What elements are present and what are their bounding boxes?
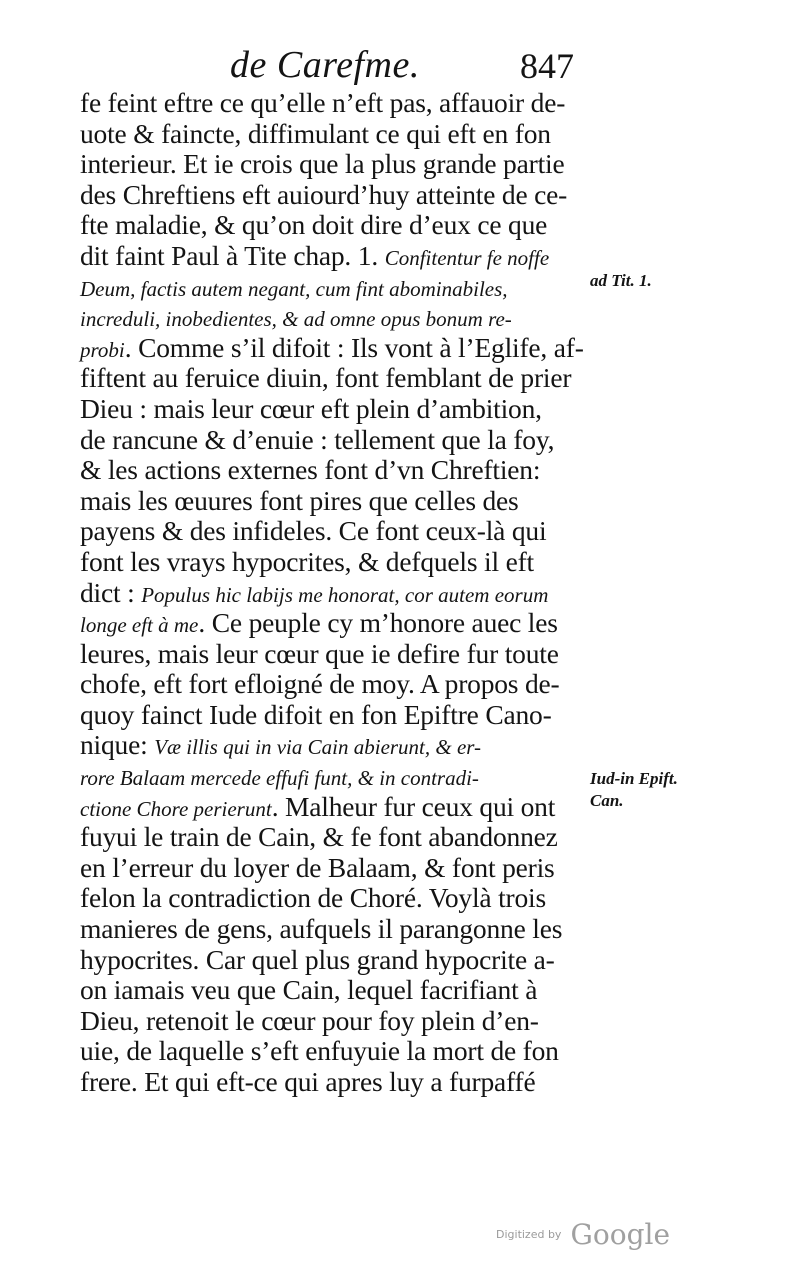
french-text: fiftent au feruice diuin, font femblant de prier [80,362,572,394]
french-text: fuyui le train de Cain, & fe font abandonnez [80,821,558,853]
text-line [80,302,580,333]
latin-quotation: increduli, inobedientes, & ad omne opus bonum re- [80,307,512,332]
french-text: quoy fainct Iude difoit en fon Epiftre Cano- [80,698,552,730]
text-line [80,883,580,914]
french-text: dit faint Paul à Tite chap. 1. [80,239,385,271]
text-line [80,210,580,241]
text-line [80,639,580,670]
latin-quotation: Deum, factis autem negant, cum fint abominabiles, [80,276,508,301]
french-text: interieur. Et ie crois que la plus grande partie [80,148,565,180]
digitized-by-watermark [496,1218,670,1251]
latin-quotation: ctione Chore perierunt [80,796,272,821]
text-line [80,119,580,150]
french-text: nique: [80,729,155,761]
latin-quotation: longe eft à me [80,613,199,638]
french-text: uote & faincte, diffimulant ce qui eft en fon [80,117,551,149]
text-line [80,272,580,303]
running-title: de Carefme. [230,44,420,86]
french-text: on iamais veu que Cain, lequel facrifiant à [80,974,538,1006]
french-text: Dieu, retenoit le cœur pour foy plein d’en- [80,1004,539,1036]
body-text [80,87,584,1098]
french-text: chofe, eft fort efloigné de moy. A propos de- [80,668,560,700]
digitized-by-label: Digitized by [496,1228,562,1241]
text-line [80,363,580,394]
french-text: uie, de laquelle s’eft enfuyuie la mort de fon [80,1035,559,1067]
french-text: des Chreftiens eft auiourd’huy atteinte de ce- [80,178,568,210]
french-text: font les vrays hypocrites, & defquels il eft [80,545,535,577]
text-line [80,394,580,425]
margin-note-iud-line1: Iud-in Epift. [590,769,678,788]
text-line [80,792,580,823]
french-text: en l’erreur du loyer de Balaam, & font peris [80,851,555,883]
text-line [80,241,580,272]
french-text: leures, mais leur cœur que ie defire fur toute [80,637,559,669]
text-line [80,700,580,731]
text-line [80,975,580,1006]
french-text: hypocrites. Car quel plus grand hypocrite a- [80,943,555,975]
latin-quotation: Væ illis qui in via Cain abierunt, & er- [154,735,482,760]
french-text: . Comme s’il difoit : Ils vont à l’Eglife, af- [124,331,584,363]
margin-note-tit: ad Tit. 1. [590,271,652,290]
text-line [80,149,580,180]
margin-note-iud [590,768,678,812]
french-text: Dieu : mais leur cœur eft plein d’ambition, [80,392,542,424]
latin-quotation: probi [80,337,125,362]
text-line [80,455,580,486]
french-text: manieres de gens, aufquels il parangonne les [80,913,563,945]
text-line [80,1036,580,1067]
latin-quotation: rore Balaam mercede effufi funt, & in contradi- [80,766,479,791]
text-line [80,516,580,547]
french-text: mais les œuures font pires que celles des [80,484,519,516]
text-line [80,425,580,456]
french-text: fe feint eftre ce qu’elle n’eft pas, affauoir de- [80,87,566,118]
text-line [80,1067,580,1098]
text-line [80,486,580,517]
french-text: de rancune & d’enuie : tellement que la foy, [80,423,555,455]
text-line [80,180,580,211]
text-line [80,730,580,761]
french-text: & les actions externes font d’vn Chreftien: [80,454,541,486]
french-text: . Ce peuple cy m’honore auec les [198,607,558,639]
latin-quotation: Confitentur fe noffe [384,245,550,270]
text-line [80,853,580,884]
text-line [80,1006,580,1037]
french-text: felon la contradiction de Choré. Voylà trois [80,882,546,914]
page-number: 847 [520,46,574,86]
french-text: frere. Et qui eft-ce qui apres luy a furpaffé [80,1066,536,1097]
text-line [80,761,580,792]
text-line [80,547,580,578]
french-text: payens & des infideles. Ce font ceux-là qui [80,515,547,547]
google-logo: Google [570,1218,671,1251]
french-text: fte maladie, & qu’on doit dire d’eux ce que [80,209,548,241]
text-line [80,914,580,945]
text-line [80,88,580,119]
french-text: dict : [80,576,142,608]
text-line [80,578,580,609]
text-line [80,945,580,976]
text-line [80,608,580,639]
text-line [80,669,580,700]
french-text: . Malheur fur ceux qui ont [271,790,556,822]
latin-quotation: Populus hic labijs me honorat, cor autem eorum [141,582,549,607]
text-line [80,331,584,364]
text-line [80,822,580,853]
margin-note-iud-line2: Can. [590,791,624,810]
